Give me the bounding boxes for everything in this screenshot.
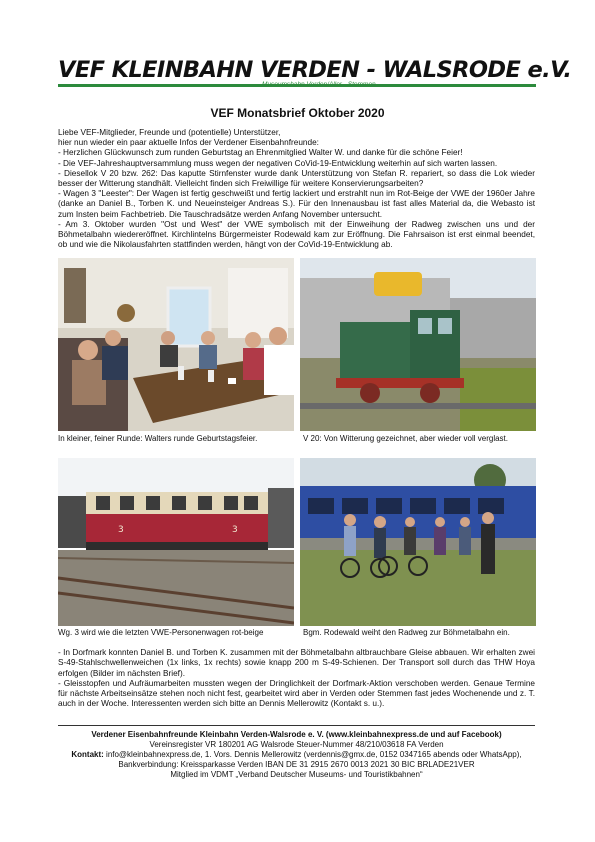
news-item: - Die VEF-Jahreshauptversammlung muss wegen der negativen CoVid-19-Entwicklung weiterhin auf sich warten lassen.	[58, 158, 498, 168]
footer-contact-label: Kontakt:	[71, 750, 104, 759]
footer-registry: Vereinsregister VR 180201 AG Walsrode Steuer-Nummer 48/210/03618 FA Verden	[149, 740, 444, 749]
letter-title: VEF Monatsbrief Oktober 2020	[210, 106, 385, 120]
photo-caption: V 20: Von Witterung gezeichnet, aber wieder voll verglast.	[303, 434, 508, 443]
footer-contact	[58, 750, 535, 770]
wagon-number: 3	[118, 525, 124, 535]
news-item: - Am 3. Oktober wurden "Ost und West" der VWE symbolisch mit der Einweihung der Radweg zwischen uns und der Böhmetalbahn wiedereröffnet. Kirchlintelns Bürgermeister Rodewald kam zur Eröffnung. Die Fahrsaison ist erst einmal beendet, ob und wie die Nikolausfahrten stattfinden werden, hängt von der CoVid-19-Entwicklung ab.	[58, 219, 535, 250]
intro-line: hier nun wieder ein paar aktuelle Infos der Verdener Eisenbahnfreunde:	[58, 138, 319, 148]
photo-caption: Wg. 3 wird wie die letzten VWE-Personenwagen rot-beige	[58, 628, 264, 637]
news-item: - Gleisstopfen und Aufräumarbeiten mussten wegen der Dringlichkeit der Dorfmark-Aktion verschoben werden. Genaue Termine für nächste Arbeitseinsätze stehen noch nicht fest, gearbeitet wird aber in Verden oder Stemmen fast jedes Wochenende und z. T. auch in der Woche. Interessenten werden sich bitte an Dennis Mellerowitz (Kontakt s. u.).	[58, 678, 535, 709]
letter-body	[58, 128, 535, 250]
footer	[58, 730, 535, 780]
footer-contact-text: info@kleinbahnexpress.de, 1. Vors. Dennis Mellerowitz (verdennis@gmx.de, 0152 0347165 abends oder WhatsApp), Bankverbindung: Kreissparkasse Verden IBAN DE 31 2915 2670 0013 2021 30 BIC BRLADE21VER	[103, 750, 522, 769]
footer-divider	[58, 725, 535, 726]
news-item: - Diesellok V 20 bzw. 262: Das kaputte Stirnfenster wurde dank Unterstützung von Stefan R. repariert, so dass die Lok wieder besser der Witterung standhält. Vielleicht finden sich Freiwillige für weitere Konservierungsarbeiten?	[58, 168, 535, 189]
wagon-number: 3	[232, 525, 238, 535]
letterhead	[58, 57, 572, 83]
opening-group-photo	[300, 458, 536, 626]
news-item: - In Dorfmark konnten Daniel B. und Torben K. zusammen mit der Böhmetalbahn altbrauchbare Gleise abbauen. Wir erhalten zwei S-49-Stahlschwellenweichen (1x links, 1x rechts) sowie knapp 200 m S-49-Schienen. Der Transport soll durch das THW Hoya erfolgen (Bilder im nächsten Brief).	[58, 648, 535, 678]
logo-subtitle: Museumsbahn Verden/Aller - Stemmen	[262, 81, 376, 88]
photo-caption: In kleiner, feiner Runde: Walters runde Geburtstagsfeier.	[58, 434, 258, 443]
news-item: - Wagen 3 "Leester": Der Wagen ist fertig geschweißt und fertig lackiert und erstrahlt nun im Rot-Beige der VWE der 1960er Jahre (danke an Daniel B., Torben K. und Neueinsteiger Andreas S.). Für den Innenausbau ist fast alles Material da, die Webasto ist zum Insten beim Fachbetrieb. Die Tauschradsätze werden Anfang November untersucht.	[58, 189, 535, 219]
footer-membership: Mitglied im VDMT „Verband Deutscher Museums- und Touristikbahnen“	[170, 770, 423, 779]
diesel-loco-photo	[300, 258, 536, 431]
salutation: Liebe VEF-Mitglieder, Freunde und (potentielle) Unterstützer,	[58, 128, 281, 137]
photo-caption: Bgm. Rodewald weiht den Radweg zur Böhmetalbahn ein.	[303, 628, 510, 637]
birthday-party-photo	[58, 258, 294, 431]
footer-org: Verdener Eisenbahnfreunde Kleinbahn Verden-Walsrode e. V. (www.kleinbahnexpress.de und auf Facebook)	[91, 730, 502, 739]
letter-body-continued	[58, 648, 535, 710]
news-item: - Herzlichen Glückwunsch zum runden Geburtstag an Ehrenmitglied Walter W. und danke für die schöne Feier!	[58, 148, 463, 158]
logo-title: VEF KLEINBAHN VERDEN - WALSRODE e.V.	[58, 57, 572, 83]
railcar-photo	[58, 458, 294, 626]
